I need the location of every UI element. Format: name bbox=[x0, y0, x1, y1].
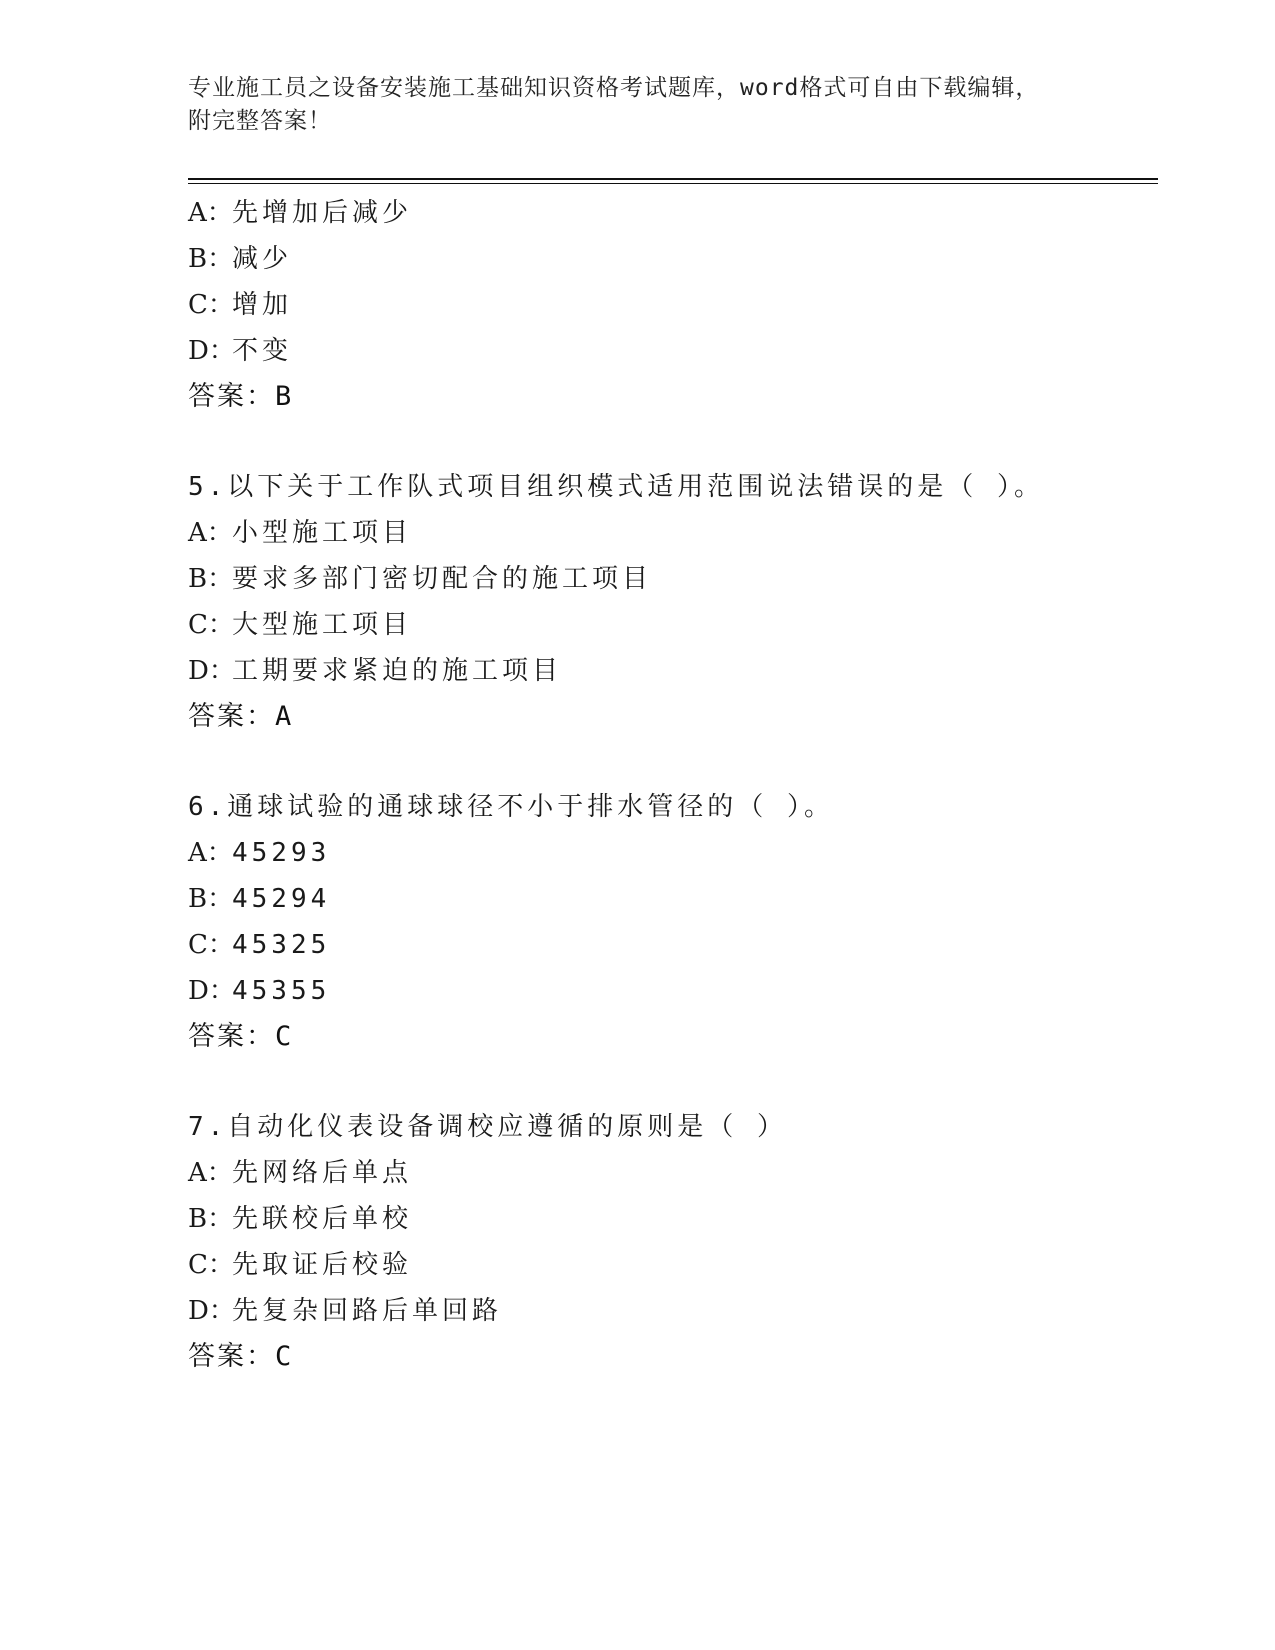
option-c bbox=[188, 602, 1158, 648]
option-text: 45325 bbox=[232, 930, 331, 960]
question-block-6 bbox=[188, 784, 1158, 1060]
option-text: 减少 bbox=[232, 244, 293, 274]
question-block-4 bbox=[188, 190, 1158, 420]
option-text: 增加 bbox=[232, 290, 293, 320]
option-text: 工期要求紧迫的施工项目 bbox=[232, 656, 563, 686]
option-a bbox=[188, 190, 1158, 236]
question-block-5 bbox=[188, 464, 1158, 740]
option-a bbox=[188, 830, 1158, 876]
option-b bbox=[188, 1196, 1158, 1242]
answer-text: 答案：C bbox=[188, 1341, 294, 1372]
option-text: 45293 bbox=[232, 838, 331, 868]
option-letter: B： bbox=[188, 1204, 234, 1234]
question-list bbox=[188, 190, 1158, 1380]
option-b bbox=[188, 876, 1158, 922]
option-c bbox=[188, 282, 1158, 328]
option-text: 45294 bbox=[232, 884, 331, 914]
option-text: 先增加后减少 bbox=[232, 198, 413, 228]
answer-text: 答案：A bbox=[188, 701, 294, 732]
option-text: 先取证后校验 bbox=[232, 1250, 413, 1280]
option-letter: D： bbox=[188, 1296, 235, 1326]
header-rule-thick bbox=[188, 178, 1158, 180]
option-letter: C： bbox=[188, 610, 234, 640]
option-letter: A： bbox=[188, 198, 233, 228]
option-letter: B： bbox=[188, 244, 234, 274]
option-text: 小型施工项目 bbox=[232, 518, 413, 548]
option-letter: B： bbox=[188, 884, 234, 914]
answer-text: 答案：B bbox=[188, 381, 294, 412]
header-line-1: 专业施工员之设备安装施工基础知识资格考试题库，word格式可自由下载编辑， bbox=[188, 75, 1040, 101]
header-line-2: 附完整答案！ bbox=[188, 108, 332, 134]
option-letter: A： bbox=[188, 1158, 233, 1188]
question-text: 6.通球试验的通球球径不小于排水管径的（ ）。 bbox=[188, 792, 834, 822]
option-letter: D： bbox=[188, 336, 235, 366]
option-letter: A： bbox=[188, 838, 233, 868]
option-c bbox=[188, 922, 1158, 968]
option-letter: A： bbox=[188, 518, 233, 548]
question-block-7 bbox=[188, 1104, 1158, 1380]
option-a bbox=[188, 1150, 1158, 1196]
option-d bbox=[188, 648, 1158, 694]
option-letter: C： bbox=[188, 930, 234, 960]
option-text: 不变 bbox=[232, 336, 293, 366]
option-letter: C： bbox=[188, 1250, 234, 1280]
option-text: 先联校后单校 bbox=[232, 1204, 413, 1234]
option-text: 先复杂回路后单回路 bbox=[232, 1296, 503, 1326]
header-rule-thin bbox=[188, 183, 1158, 184]
answer-text: 答案：C bbox=[188, 1021, 294, 1052]
option-b bbox=[188, 236, 1158, 282]
question-text: 7.自动化仪表设备调校应遵循的原则是（ ） bbox=[188, 1112, 787, 1142]
option-text: 先网络后单点 bbox=[232, 1158, 413, 1188]
option-c bbox=[188, 1242, 1158, 1288]
option-a bbox=[188, 510, 1158, 556]
option-b bbox=[188, 556, 1158, 602]
option-text: 45355 bbox=[232, 976, 331, 1006]
option-text: 大型施工项目 bbox=[232, 610, 413, 640]
option-d bbox=[188, 328, 1158, 374]
option-d bbox=[188, 1288, 1158, 1334]
option-letter: B： bbox=[188, 564, 234, 594]
option-letter: C： bbox=[188, 290, 234, 320]
question-text: 5.以下关于工作队式项目组织模式适用范围说法错误的是（ ）。 bbox=[188, 472, 1044, 502]
option-letter: D： bbox=[188, 976, 235, 1006]
option-text: 要求多部门密切配合的施工项目 bbox=[232, 564, 653, 594]
option-d bbox=[188, 968, 1158, 1014]
option-letter: D： bbox=[188, 656, 235, 686]
document-header bbox=[188, 72, 1068, 138]
